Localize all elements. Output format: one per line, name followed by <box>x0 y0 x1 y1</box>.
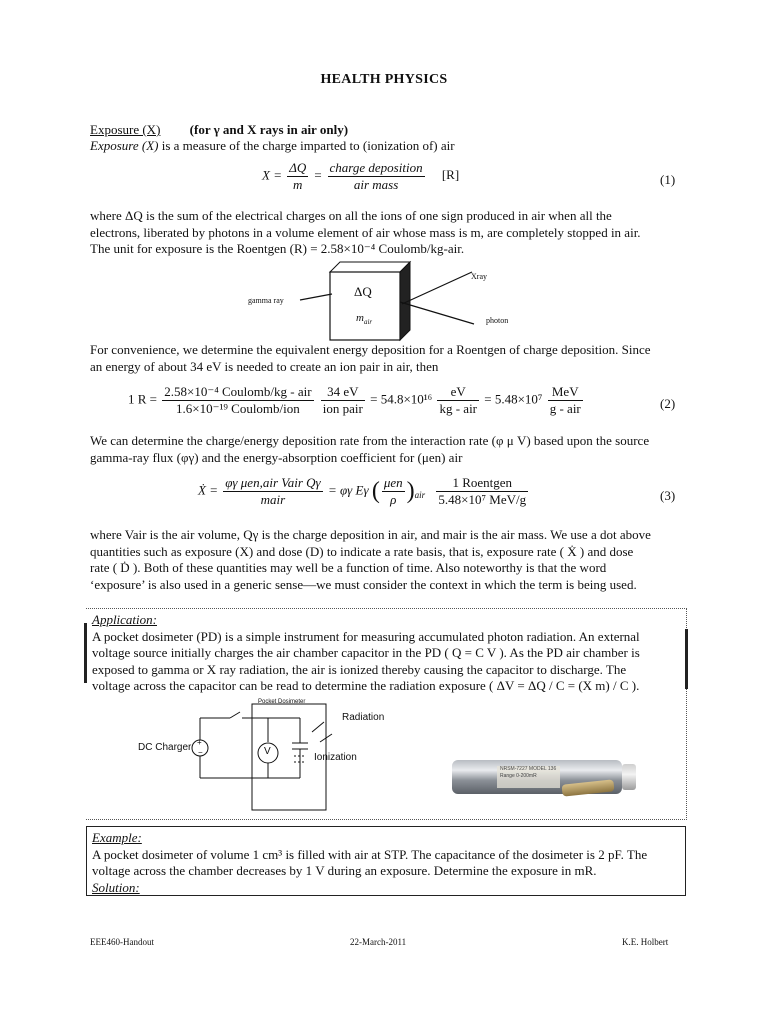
eq2-lhs: 1 R = <box>128 391 158 407</box>
eq1-lhs: X = <box>262 167 282 183</box>
para2-line1: For convenience, we determine the equivalent energy deposition for a Roentgen of charge deposition. Since <box>90 342 651 357</box>
para4-line2: quantities such as exposure (X) and dose (D) to indicate a rate basis, that is, exposure rate ( Ẋ ) and dose <box>90 543 634 559</box>
application-line3: exposed to gamma or X ray radiation, the air is ionized thereby causing the capacitor to discharge. The <box>92 661 627 677</box>
dosimeter-cap <box>622 764 636 790</box>
eq2-num2: 34 eV <box>321 384 365 401</box>
application-line4: voltage across the capacitor can be read to determine the radiation exposure ( ΔV = ΔQ / C = (X m) / C ). <box>92 678 640 693</box>
eq3-den3: 5.48×10⁷ MeV/g <box>438 492 527 507</box>
paragraph-4 <box>90 527 690 593</box>
exposure-heading-note: (for γ and X rays in air only) <box>189 122 349 137</box>
exposure-cube-diagram <box>240 258 540 348</box>
para3-line1: We can determine the charge/energy deposition rate from the interaction rate (φ μ V) based upon the source <box>90 433 650 448</box>
eq2-mid: = 54.8×10¹⁶ <box>370 391 433 407</box>
eq3-paren-sub: air <box>414 490 426 501</box>
charger-minus: − <box>198 748 203 757</box>
cube-m: m <box>356 312 364 324</box>
eq2-number: (2) <box>660 396 676 411</box>
eq3-lhs: Ẋ = <box>198 482 218 498</box>
exposure-heading-line <box>90 122 690 139</box>
exposure-definition-line <box>90 138 690 155</box>
page-title: HEALTH PHYSICS <box>320 72 448 87</box>
cube-delta-q: ΔQ <box>354 284 372 299</box>
xray-label: Xray <box>471 272 487 281</box>
eq1-den1: m <box>293 177 303 192</box>
para4-line1: where Vair is the air volume, Qγ is the charge deposition in air, and mair is the air mass. We use a dot above <box>90 527 651 542</box>
eq3-num3: 1 Roentgen <box>436 475 528 492</box>
eq2-num3: eV <box>437 384 479 401</box>
example-solution: Solution: <box>92 879 140 895</box>
example-heading: Example: <box>92 830 142 845</box>
radiation-label: Radiation <box>342 712 385 723</box>
equation-2 <box>128 384 585 417</box>
para1-line3: The unit for exposure is the Roentgen (R) = 2.58×10⁻⁴ Coulomb/kg-air. <box>90 241 465 256</box>
exposure-heading: Exposure (X) <box>90 122 161 137</box>
eq1-num2: charge deposition <box>329 160 423 175</box>
exposure-term: Exposure (X) <box>90 138 159 153</box>
dc-charger-label: DC Charger <box>138 742 192 753</box>
eq2-num1: 2.58×10⁻⁴ Coulomb/kg - air <box>164 384 312 399</box>
eq1-unit: [R] <box>441 167 460 183</box>
para1-line1: where ΔQ is the sum of the electrical charges on all the ions of one sign produced in air when all the <box>90 208 612 223</box>
eq3-paren-num: μen <box>383 475 403 490</box>
eq2-den4: g - air <box>549 401 581 416</box>
eq1-den2: air mass <box>353 177 399 192</box>
eq3-mid: = φγ Eγ <box>327 482 369 498</box>
pocket-dosimeter-photo <box>452 760 622 794</box>
para1-line2: electrons, liberated by photons in a volume element of air whose mass is m, are completely stopped in air. <box>90 224 641 240</box>
exposure-definition: is a measure of the charge imparted to (ionization of) air <box>161 138 455 153</box>
equation-1: X = $\frac{\Delta Q}{m}$ = $\frac{\text{charge deposition}}{\text{air mass}}$ [R] <box>262 160 460 192</box>
cube-m-sub: air <box>363 318 373 327</box>
charger-plus: + <box>197 738 202 747</box>
photon-label: photon <box>486 316 509 325</box>
dosimeter-label: NRSM-7227 MODEL 136 Range 0-200mR <box>497 766 560 788</box>
example-line2: voltage across the chamber decreases by 1 V during an exposure. Determine the exposure in mR. <box>92 863 597 878</box>
gamma-ray-label: gamma ray <box>248 296 284 305</box>
cube-m-air <box>356 312 372 326</box>
application-heading: Application: <box>92 612 157 627</box>
footer-left: EEE460-Handout <box>90 937 154 947</box>
eq3-den1: mair <box>260 492 286 507</box>
ionization-label: Ionization <box>314 752 357 763</box>
example-text <box>92 830 692 896</box>
pocket-dosimeter-label: Pocket Dosimeter <box>258 699 306 705</box>
eq1-num1: ΔQ <box>289 160 307 175</box>
eq1-number: (1) <box>660 172 676 187</box>
eq2-den2: ion pair <box>322 401 363 416</box>
paragraph-2 <box>90 342 690 375</box>
eq3-paren-den: ρ <box>390 492 397 507</box>
paragraph-1 <box>90 208 690 258</box>
footer-center: 22-March-2011 <box>350 937 407 947</box>
voltmeter-symbol: V <box>264 746 271 757</box>
eq3-num1: φγ μen,air Vair Qγ <box>225 475 321 490</box>
para2-line2: an energy of about 34 eV is needed to create an ion pair in air, then <box>90 358 439 374</box>
paragraph-3 <box>90 433 690 466</box>
eq2-num4: MeV <box>548 384 583 401</box>
example-line1: A pocket dosimeter of volume 1 cm³ is filled with air at STP. The capacitance of the dosimeter is 2 pF. The <box>92 846 648 862</box>
eq2-mid2: = 5.48×10⁷ <box>484 391 543 407</box>
para4-line3: rate ( Ḋ ). Both of these quantities may well be a function of time. Also noteworthy is that the word <box>90 560 607 575</box>
footer-right: K.E. Holbert <box>622 937 669 947</box>
eq2-den1: 1.6×10⁻¹⁹ Coulomb/ion <box>176 401 300 416</box>
equation-3: Ẋ = $\frac{\text{φγ μen,air Vair Qγ}}{\text{mair}}$ = φγ Eγ ( $\frac{\text{μen}}{\rho}$ )$_{air}$ $\frac{\text{1 Roentgen}}{\text{5.48×10⁷ MeV/g}}$ <box>198 475 527 507</box>
eq3-number: (3) <box>660 488 676 503</box>
application-left-bar <box>84 623 87 683</box>
eq2-den3: kg - air <box>439 401 478 416</box>
application-text <box>92 612 692 695</box>
para3-line2: gamma-ray flux (φγ) and the energy-absorption coefficient for (μen) air <box>90 449 463 465</box>
application-line1: A pocket dosimeter (PD) is a simple instrument for measuring accumulated photon radiation. An external <box>92 628 640 644</box>
application-line2: voltage source initially charges the air chamber capacitor in the PD ( Q = C V ). As the PD air chamber is <box>92 645 640 660</box>
para4-line4: ‘exposure’ is also used in a generic sense—we must consider the context in which the term is being used. <box>90 576 637 592</box>
